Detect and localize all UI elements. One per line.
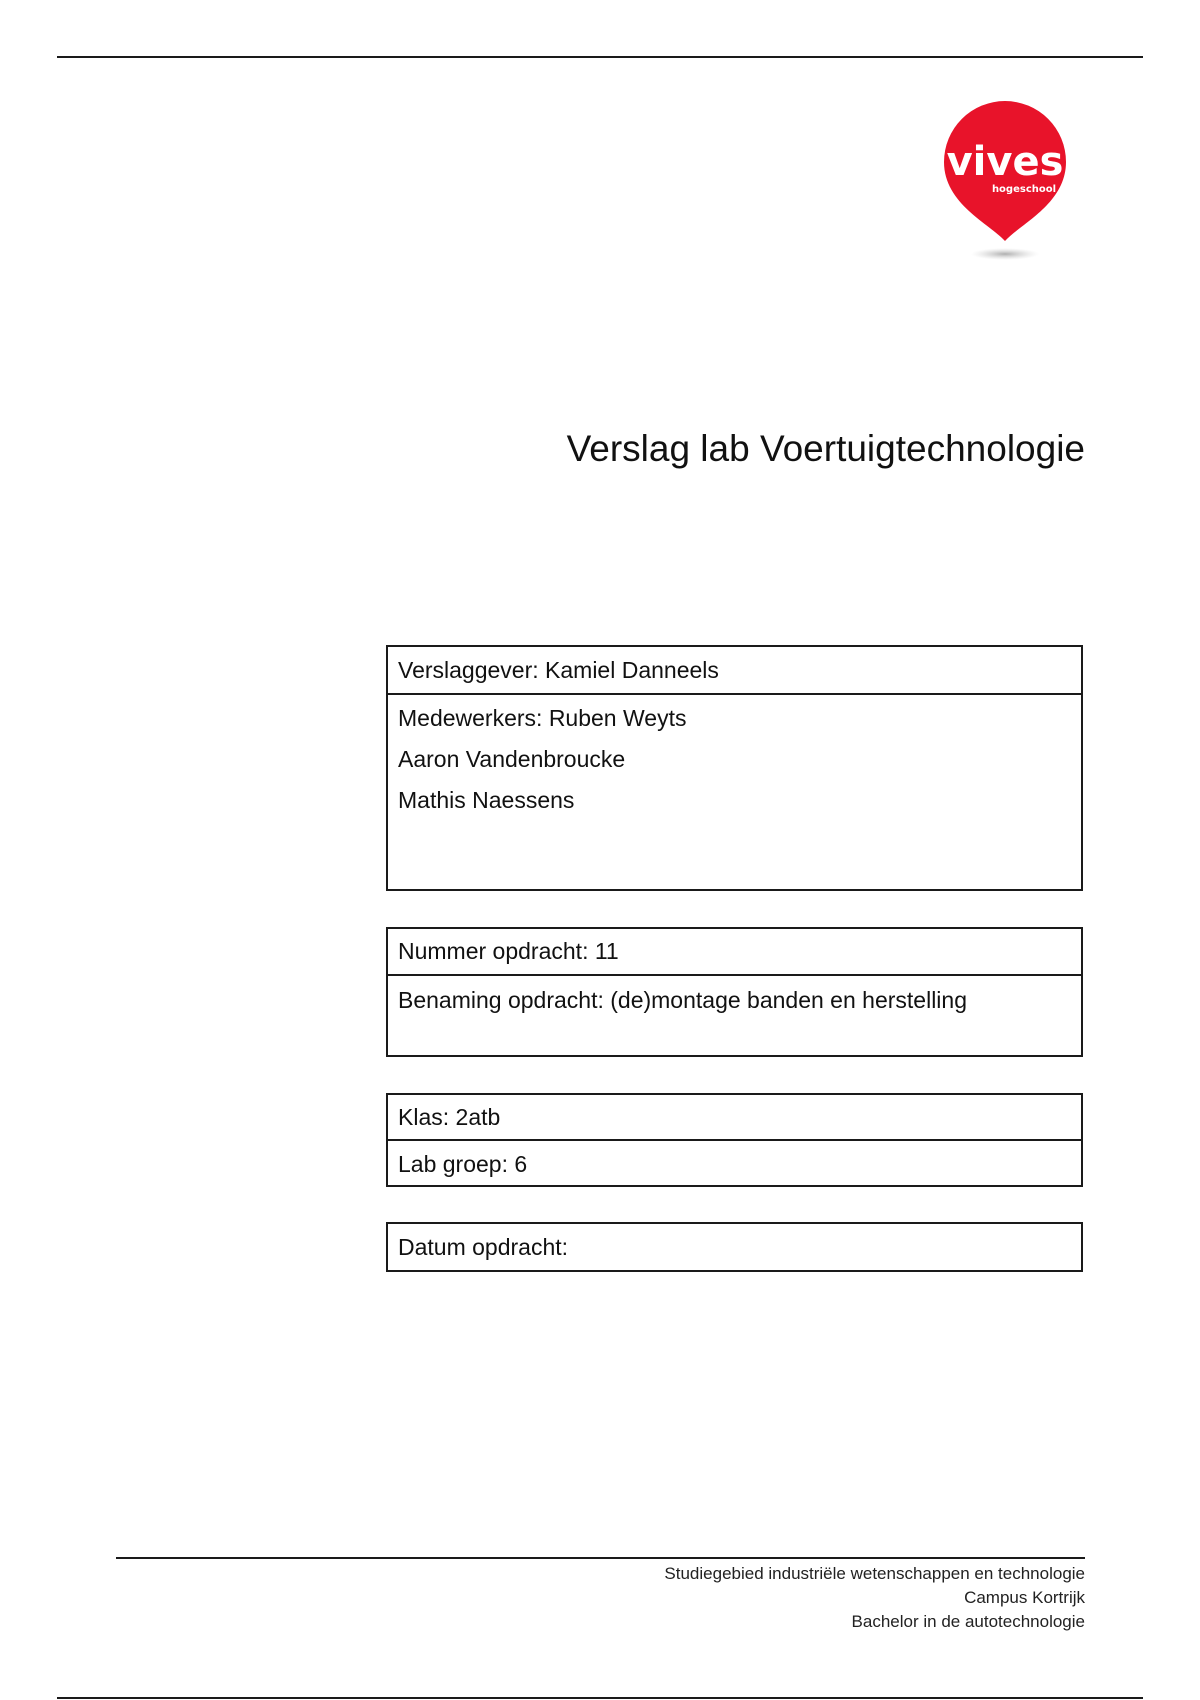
datum-opdracht-row xyxy=(388,1224,1081,1270)
medewerker-line: Medewerkers: Ruben Weyts xyxy=(398,705,687,731)
top-rule xyxy=(57,56,1143,58)
klas-text: Klas: 2atb xyxy=(398,1104,501,1130)
footer-line-program: Bachelor in de autotechnologie xyxy=(851,1612,1085,1631)
footer xyxy=(664,1562,1085,1634)
benaming-opdracht-text: Benaming opdracht: (de)montage banden en herstelling xyxy=(398,987,967,1013)
report-info-box xyxy=(386,645,1083,891)
medewerker-line: Mathis Naessens xyxy=(398,787,575,813)
nummer-opdracht-row xyxy=(388,929,1081,974)
lab-groep-row xyxy=(388,1139,1081,1185)
footer-line-campus: Campus Kortrijk xyxy=(964,1588,1085,1607)
bottom-rule xyxy=(57,1697,1143,1699)
class-info-box xyxy=(386,1093,1083,1187)
vives-logo xyxy=(920,86,1090,276)
logo-wordmark: vives xyxy=(946,139,1064,185)
nummer-opdracht-text: Nummer opdracht: 11 xyxy=(398,938,619,964)
date-info-box xyxy=(386,1222,1083,1272)
medewerker-line: Aaron Vandenbroucke xyxy=(398,746,626,772)
logo-subline: hogeschool xyxy=(991,184,1057,195)
benaming-opdracht-row xyxy=(388,974,1081,1055)
datum-opdracht-text: Datum opdracht: xyxy=(398,1234,569,1260)
medewerkers-row xyxy=(388,693,1081,889)
vives-logo-mark xyxy=(920,86,1090,276)
footer-rule xyxy=(116,1557,1085,1559)
document-title: Verslag lab Voertuigtechnologie xyxy=(566,428,1085,469)
verslaggever-row xyxy=(388,647,1081,693)
verslaggever-text: Verslaggever: Kamiel Danneels xyxy=(398,657,719,683)
assignment-info-box xyxy=(386,927,1083,1057)
footer-line-department: Studiegebied industriële wetenschappen en technologie xyxy=(664,1564,1085,1583)
lab-groep-text: Lab groep: 6 xyxy=(398,1151,528,1177)
klas-row xyxy=(388,1095,1081,1139)
